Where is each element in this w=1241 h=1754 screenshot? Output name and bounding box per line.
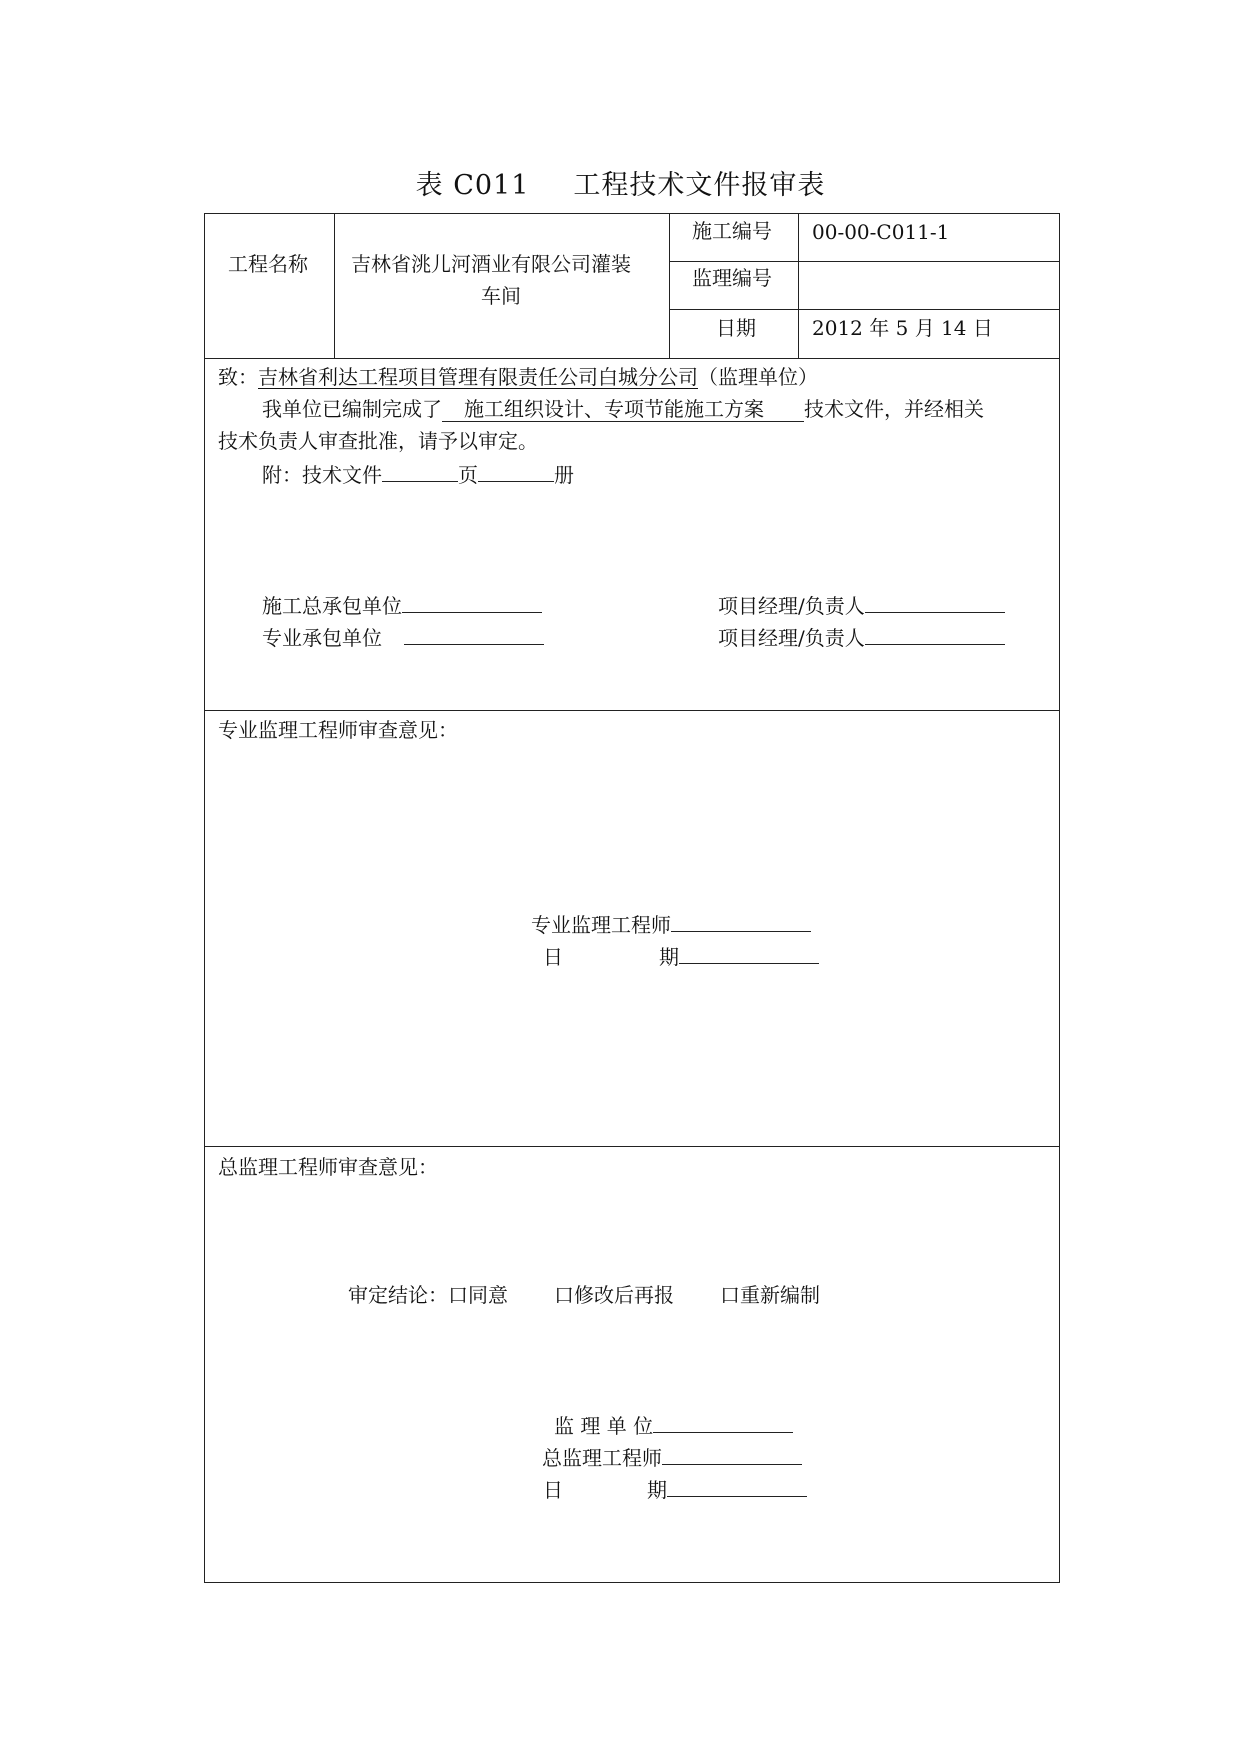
attachment-line	[262, 463, 574, 485]
submission-body-line1	[262, 399, 984, 422]
attachment-pages-field[interactable]	[382, 463, 458, 482]
specialty-date-label-2: 期	[659, 945, 679, 969]
submission-body-line2: 技术负责人审查批准，请予以审定。	[218, 429, 538, 453]
project-name-label: 工程名称	[228, 252, 308, 276]
addressee-unit: 吉林省利达工程项目管理有限责任公司白城分公司	[258, 365, 698, 389]
specialty-engineer-label: 专业监理工程师	[531, 913, 671, 937]
general-contractor-row	[262, 594, 542, 616]
construction-no-label: 施工编号	[692, 219, 772, 243]
header-row-line-2	[669, 309, 1060, 310]
option-agree[interactable]: 口同意	[448, 1283, 508, 1307]
header-row-line-1	[669, 261, 1060, 262]
specialty-date-row	[543, 945, 819, 967]
header-divider-1	[334, 213, 335, 358]
specialty-contractor-label: 专业承包单位	[262, 626, 382, 650]
specialty-date-label-1: 日	[543, 945, 563, 969]
addressee-suffix: （监理单位）	[698, 365, 818, 389]
supervision-unit-row	[554, 1414, 793, 1436]
conclusion-row	[348, 1285, 820, 1305]
section-line-3	[204, 1146, 1060, 1147]
conclusion-label: 审定结论：	[348, 1283, 448, 1307]
option-revise[interactable]: 口修改后再报	[554, 1283, 674, 1307]
attachment-volumes-unit: 册	[554, 463, 574, 487]
general-contractor-field[interactable]	[402, 594, 542, 613]
date-value: 2012 年 5 月 14 日	[812, 316, 993, 340]
chief-review-heading: 总监理工程师审查意见：	[218, 1155, 438, 1179]
specialty-contractor-field[interactable]	[404, 626, 544, 645]
chief-engineer-label: 总监理工程师	[542, 1446, 662, 1470]
specialty-pm-row	[718, 626, 1005, 648]
specialty-pm-label: 项目经理/负责人	[718, 626, 865, 650]
chief-date-label-2: 期	[647, 1478, 667, 1502]
general-pm-field[interactable]	[865, 594, 1005, 613]
header-divider-3	[798, 213, 799, 358]
chief-engineer-row	[542, 1446, 802, 1468]
attachment-volumes-field[interactable]	[478, 463, 554, 482]
section-line-2	[204, 710, 1060, 711]
attachment-pages-unit: 页	[458, 463, 478, 487]
specialty-review-heading: 专业监理工程师审查意见：	[218, 718, 458, 742]
body-prefix: 我单位已编制完成了	[262, 397, 442, 421]
date-label: 日期	[716, 316, 756, 340]
specialty-engineer-row	[531, 913, 811, 935]
option-recompile[interactable]: 口重新编制	[720, 1283, 820, 1307]
attachment-prefix: 附：技术文件	[262, 463, 382, 487]
general-contractor-label: 施工总承包单位	[262, 594, 402, 618]
document-name-blank	[442, 399, 804, 422]
project-name-value-line2: 车间	[481, 284, 521, 308]
chief-engineer-field[interactable]	[662, 1446, 802, 1465]
chief-date-field[interactable]	[667, 1478, 807, 1497]
header-divider-2	[669, 213, 670, 358]
specialty-contractor-row	[262, 626, 544, 648]
specialty-pm-field[interactable]	[865, 626, 1005, 645]
form-code: 表 C011	[415, 170, 530, 201]
project-name-value-line1: 吉林省洮儿河酒业有限公司灌装	[351, 252, 631, 276]
section-line-1	[204, 358, 1060, 359]
chief-date-label-1: 日	[543, 1478, 563, 1502]
form-name: 工程技术文件报审表	[573, 170, 826, 201]
specialty-engineer-field[interactable]	[671, 913, 811, 932]
supervision-unit-label: 监 理 单 位	[554, 1414, 654, 1438]
general-pm-row	[718, 594, 1005, 616]
general-pm-label: 项目经理/负责人	[718, 594, 865, 618]
supervision-unit-field[interactable]	[653, 1414, 793, 1433]
form-title	[0, 163, 1241, 202]
body-suffix: 技术文件，并经相关	[804, 397, 984, 421]
addressee-prefix: 致：	[218, 365, 258, 389]
specialty-date-field[interactable]	[679, 945, 819, 964]
construction-no-value: 00-00-C011-1	[812, 220, 950, 244]
supervision-no-label: 监理编号	[692, 266, 772, 290]
document-name: 施工组织设计、专项节能施工方案	[464, 397, 764, 421]
chief-date-row	[543, 1478, 807, 1500]
addressee-line	[218, 367, 818, 387]
